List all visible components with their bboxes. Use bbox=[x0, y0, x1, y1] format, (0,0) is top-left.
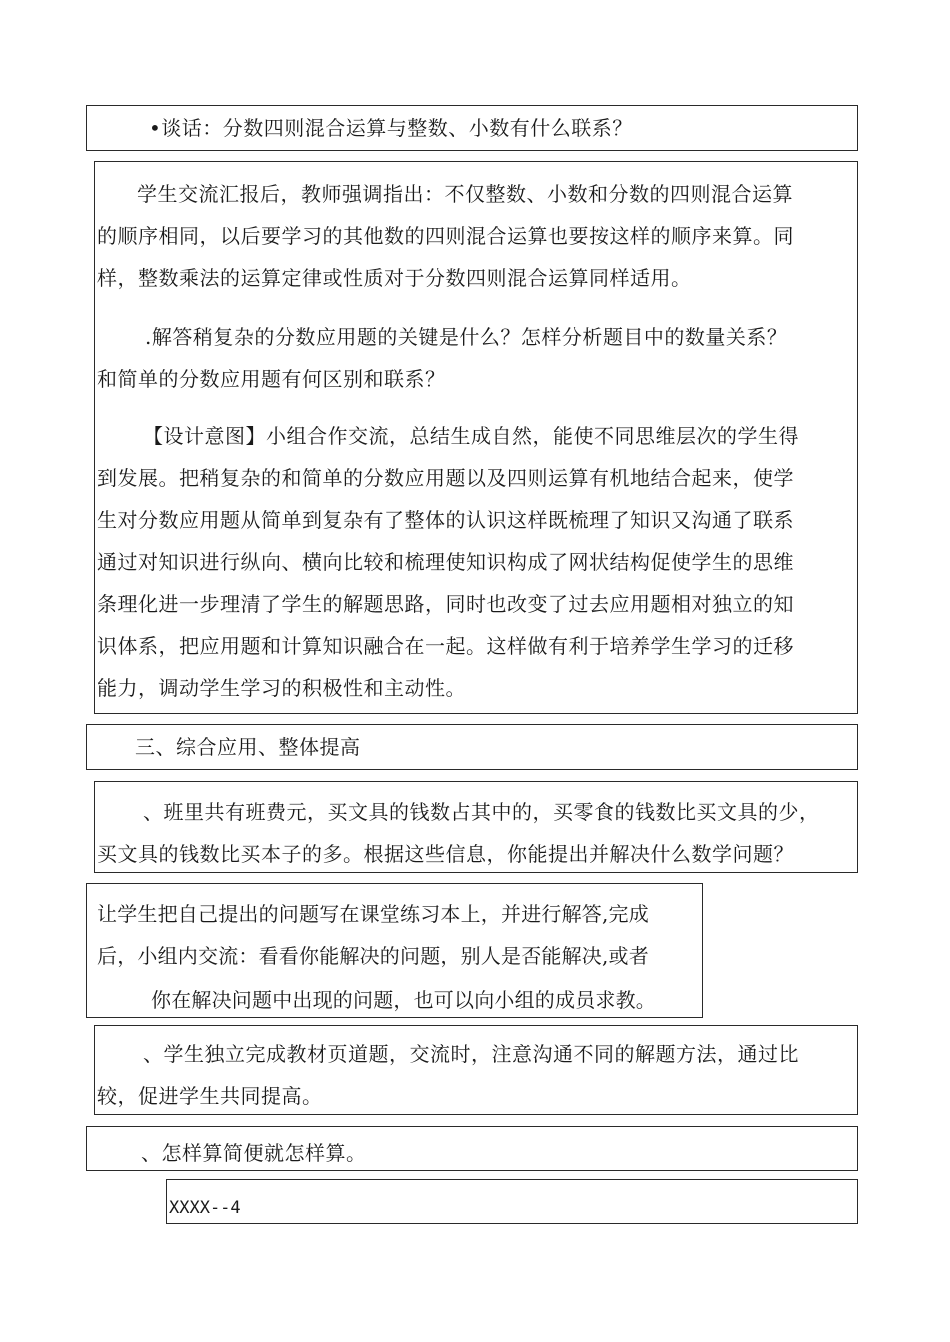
p1-line-1: 学生交流汇报后，教师强调指出：不仅整数、小数和分数的四则混合运算 bbox=[137, 182, 793, 206]
p1-line-2: 的顺序相同，以后要学习的其他数的四则混合运算也要按这样的顺序来算。同 bbox=[97, 224, 794, 248]
p2-line-1: .解答稍复杂的分数应用题的关键是什么？怎样分析题目中的数量关系？ bbox=[145, 325, 788, 349]
p3-line-3: 生对分数应用题从简单到复杂有了整体的认识这样既梳理了知识又沟通了联系 bbox=[97, 508, 794, 532]
problem-line-2: 买文具的钱数比买本子的多。根据这些信息，你能提出并解决什么数学问题？ bbox=[97, 842, 794, 866]
student-line-3: 你在解决问题中出现的问题，也可以向小组的成员求教。 bbox=[151, 988, 656, 1012]
p1-line-3: 样，整数乘法的运算定律或性质对于分数四则混合运算同样适用。 bbox=[97, 266, 692, 290]
simplify-text: 、怎样算简便就怎样算。 bbox=[141, 1141, 367, 1165]
student-line-2: 后，小组内交流：看看你能解决的问题，别人是否能解决,或者 bbox=[97, 944, 649, 968]
p3-line-6: 识体系，把应用题和计算知识融合在一起。这样做有利于培养学生学习的迁移 bbox=[97, 634, 794, 658]
independent-line-1: 、学生独立完成教材页道题，交流时，注意沟通不同的解题方法，通过比 bbox=[143, 1042, 799, 1066]
student-line-1: 让学生把自己提出的问题写在课堂练习本上，并进行解答,完成 bbox=[97, 902, 649, 926]
talk-box bbox=[86, 105, 858, 151]
main-discussion-box bbox=[94, 161, 858, 714]
p3-line-2: 到发展。把稍复杂的和简单的分数应用题以及四则运算有机地结合起来，使学 bbox=[97, 466, 794, 490]
student-instruction-box bbox=[86, 883, 703, 1018]
independent-work-box bbox=[94, 1025, 858, 1115]
problem-line-1: 、班里共有班费元，买文具的钱数占其中的，买零食的钱数比买文具的少， bbox=[143, 800, 820, 824]
simplify-box bbox=[86, 1126, 858, 1171]
p3-line-5: 条理化进一步理清了学生的解题思路，同时也改变了过去应用题相对独立的知 bbox=[97, 592, 794, 616]
p3-line-4: 通过对知识进行纵向、横向比较和梳理使知识构成了网状结构促使学生的思维 bbox=[97, 550, 794, 574]
p3-line-7: 能力，调动学生学习的积极性和主动性。 bbox=[97, 676, 466, 700]
p2-line-2: 和简单的分数应用题有何区别和联系？ bbox=[97, 367, 446, 391]
problem-box bbox=[94, 781, 858, 873]
footer-code-box bbox=[166, 1179, 858, 1224]
section3-heading: 三、综合应用、整体提高 bbox=[135, 735, 361, 759]
footer-code-text: XXXX--4 bbox=[169, 1198, 241, 1218]
independent-line-2: 较，促进学生共同提高。 bbox=[97, 1084, 323, 1108]
p3-line-1: 【设计意图】小组合作交流，总结生成自然，能使不同思维层次的学生得 bbox=[143, 424, 799, 448]
section3-box bbox=[86, 724, 858, 770]
talk-text: •谈话：分数四则混合运算与整数、小数有什么联系？ bbox=[149, 116, 633, 140]
